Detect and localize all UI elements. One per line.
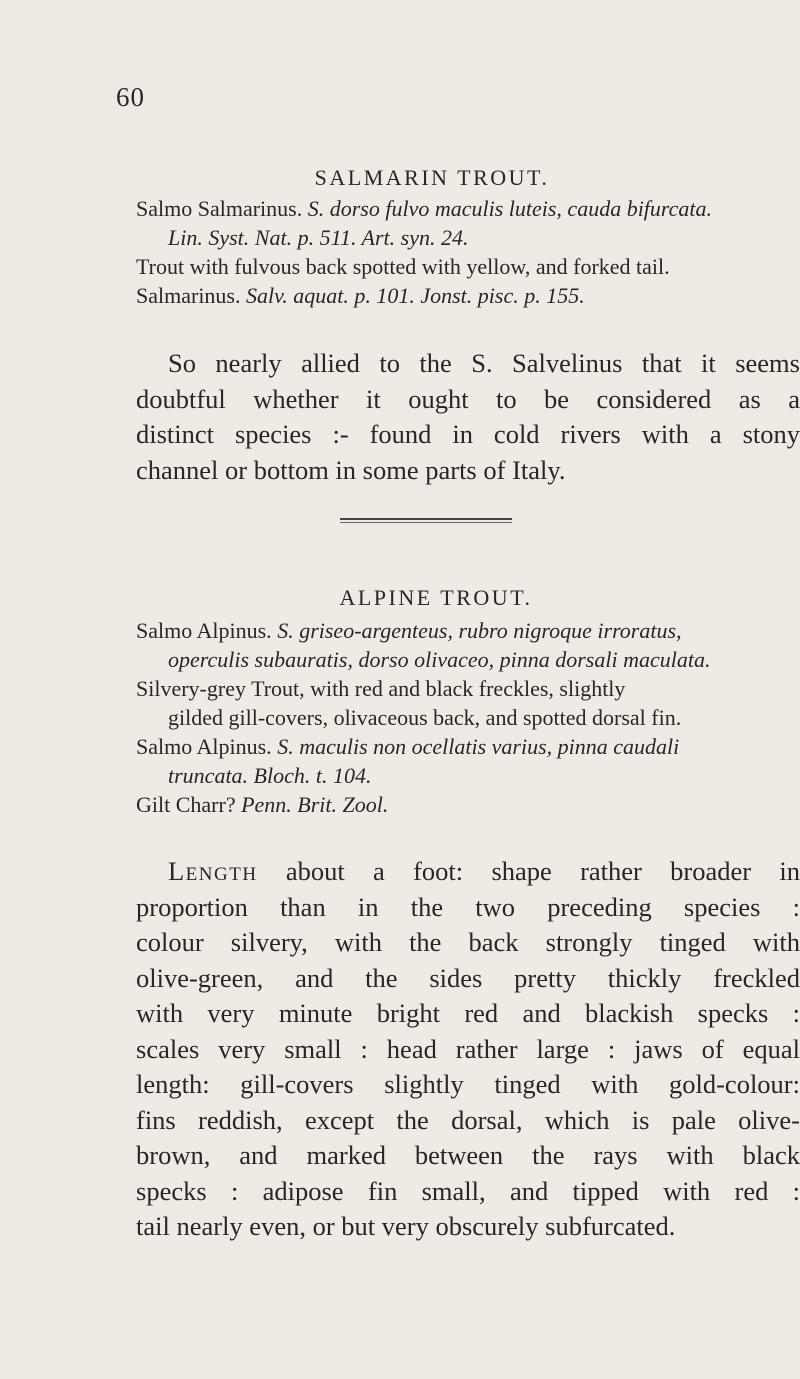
synonymy-line: Gilt Charr? Penn. Brit. Zool. <box>136 792 389 817</box>
description-alpine: Length about a foot: shape rather broader in proportion than in the two preceding species : colour silvery, with the back strongly tinged with olive-green, and the sides pretty thickly freckled with very minute bright red and blackish specks : scales very small : head rather large : jaws of equal length: gill-covers slightly tinged with gold-colour: fins reddish, except the dorsal, which is pale olive- brown, and marked between the rays with black specks : adipose fin small, and tipped with red : tail nearly even, or but very obscurely subfurcated. <box>136 856 800 1241</box>
section-divider-thin <box>340 522 512 523</box>
synonymy-line: Salmo Alpinus. S. maculis non ocellatis varius, pinna caudali <box>136 734 680 759</box>
description-salmarin: So nearly allied to the S. Salvelinus that it seems doubtful whether it ought to be considered as a distinct species :- found in cold rivers with a stony channel or bottom in some parts of Italy. <box>136 348 800 485</box>
synonymy-line: Trout with fulvous back spotted with yellow, and forked tail. <box>136 254 670 279</box>
synonymy-line: truncata. Bloch. t. 104. <box>168 763 372 788</box>
synonymy-line: Lin. Syst. Nat. p. 511. Art. syn. 24. <box>168 225 469 250</box>
section-heading-alpine: ALPINE TROUT. <box>339 585 533 610</box>
synonymy-line: Salmo Salmarinus. S. dorso fulvo maculis luteis, cauda bifurcata. <box>136 196 713 221</box>
synonymy-line: operculis subauratis, dorso olivaceo, pinna dorsali maculata. <box>168 647 711 672</box>
synonymy-line: Silvery-grey Trout, with red and black freckles, slightly <box>136 676 626 701</box>
section-heading-salmarin: SALMARIN TROUT. <box>314 165 550 190</box>
synonymy-line: gilded gill-covers, olivaceous back, and spotted dorsal fin. <box>168 705 682 730</box>
synonymy-line: Salmo Alpinus. S. griseo-argenteus, rubro nigroque irroratus, <box>136 618 682 643</box>
page-number: 60 <box>116 82 145 112</box>
synonymy-line: Salmarinus. Salv. aquat. p. 101. Jonst. pisc. p. 155. <box>136 283 585 308</box>
section-divider <box>340 518 512 520</box>
